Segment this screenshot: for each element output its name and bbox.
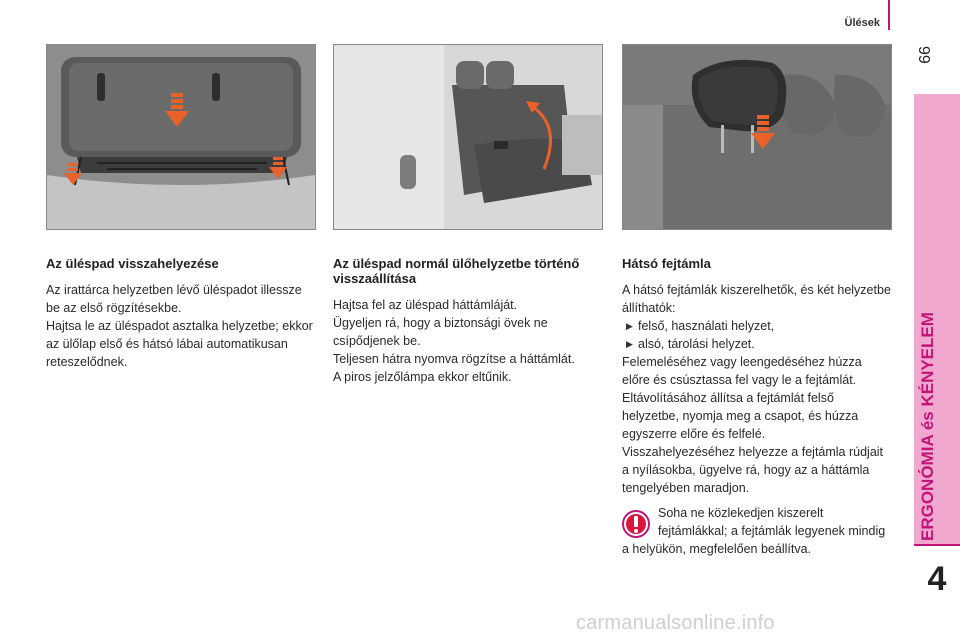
chapter-title: ERGONÓMIA és KÉNYELEM bbox=[918, 312, 937, 541]
section-title: Ülések bbox=[844, 17, 880, 29]
paragraph: Ügyeljen rá, hogy a biztonsági övek ne csípődjenek be. bbox=[333, 316, 548, 348]
paragraph: Visszahelyezéséhez helyezze a fejtámla rúdjait a nyílásokba, ügyelve rá, hogy az a háttámla tengelyében maradjon. bbox=[622, 445, 884, 495]
header-divider bbox=[888, 0, 890, 30]
position-list bbox=[622, 317, 892, 353]
warning-text: Soha ne közlekedjen kiszerelt fejtámlákkal; a fejtámlák legyenek mindig a helyükön, megfelelően beállítva. bbox=[622, 506, 886, 556]
page-number: 99 bbox=[915, 46, 932, 64]
section-heading: Hátsó fejtámla bbox=[622, 256, 711, 271]
paragraph: Eltávolításához állítsa a fejtámlát felső helyzetbe, nyomja meg a csapot, és húzza egyszerre előre és felfelé. bbox=[622, 391, 859, 441]
paragraph: Hajtsa fel az üléspad háttámláját. bbox=[333, 298, 518, 312]
triangle-bullet-icon: ▶ bbox=[626, 321, 633, 331]
chapter-number: 4 bbox=[927, 560, 947, 598]
section-headrest bbox=[622, 256, 892, 497]
list-item: ▶ felső, használati helyzet, bbox=[626, 319, 775, 333]
paragraph: A piros jelzőlámpa ekkor eltűnik. bbox=[333, 370, 512, 384]
warning-note bbox=[622, 504, 892, 558]
paragraph: A hátsó fejtámlák kiszerelhetők, és két helyzetbe állíthatók: bbox=[622, 283, 891, 315]
watermark: carmanualsonline.info bbox=[576, 612, 775, 634]
tab-divider bbox=[914, 544, 960, 546]
triangle-bullet-icon: ▶ bbox=[626, 339, 633, 349]
photo-headrests bbox=[622, 44, 892, 230]
section-heading: Az üléspad visszahelyezése bbox=[46, 256, 219, 271]
exclamation-warning-icon bbox=[622, 510, 650, 538]
section-heading: Az üléspad normál ülőhelyzetbe történő visszaállítása bbox=[333, 256, 580, 286]
paragraph: Hajtsa le az üléspadot asztalka helyzetbe; ekkor az ülőlap első és hátsó lábai automatikusan reteszelődnek. bbox=[46, 319, 313, 369]
paragraph: Az irattárca helyzetben lévő üléspadot illessze be az első rögzítésekbe. bbox=[46, 283, 302, 315]
list-item: ▶ alsó, tárolási helyzet. bbox=[626, 337, 755, 351]
section-bench-stow bbox=[46, 256, 316, 371]
photo-bench-upright bbox=[333, 44, 603, 230]
paragraph: Teljesen hátra nyomva rögzítse a háttámlát. bbox=[333, 352, 575, 366]
photo-bench-stow bbox=[46, 44, 316, 230]
paragraph: Felemeléséhez vagy leengedéséhez húzza előre és csúsztassa fel vagy le a fejtámlát. bbox=[622, 355, 862, 387]
section-bench-upright bbox=[333, 256, 603, 386]
